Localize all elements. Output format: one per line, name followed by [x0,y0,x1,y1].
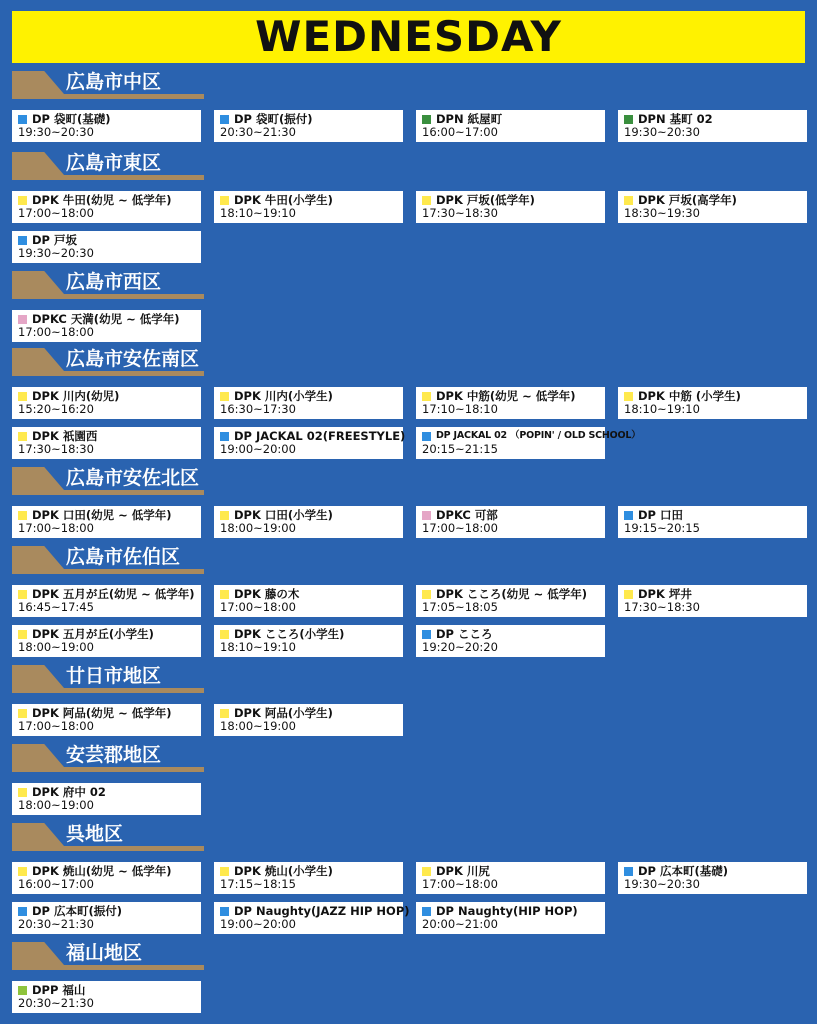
region-label: 呉地区 [66,823,124,845]
class-time: 18:00~19:00 [220,719,296,733]
class-name: DP JACKAL 02(FREESTYLE) [234,429,406,443]
class-color-marker [624,115,633,124]
region-header [12,940,204,970]
class-name: DP 袋町(振付) [234,112,313,126]
region-label: 安芸郡地区 [66,744,162,766]
class-time: 20:00~21:00 [422,917,498,931]
class-name: DPK 川内(幼児) [32,389,120,403]
class-color-marker [422,392,431,401]
class-name: DPK 口田(小学生) [234,508,333,522]
class-name: DP JACKAL 02 （POPIN' / OLD SCHOOL） [436,430,641,441]
class-time: 18:10~19:10 [624,402,700,416]
class-name: DPK 五月が丘(小学生) [32,627,154,641]
class-name: DPN 基町 02 [638,112,713,126]
class-name: DPK 川内(小学生) [234,389,333,403]
class-card [12,862,201,894]
class-time: 19:30~20:30 [624,877,700,891]
class-card [12,387,201,419]
class-name: DPK 戸坂(高学年) [638,193,737,207]
class-card [12,585,201,617]
region-label: 福山地区 [66,942,143,964]
region-tab [12,71,64,94]
class-card [416,506,605,538]
class-card [416,191,605,223]
region-tab [12,665,64,688]
class-card [618,191,807,223]
class-name: DPK 五月が丘(幼児 ~ 低学年) [32,587,195,601]
class-name: DPK こころ(幼児 ~ 低学年) [436,587,588,601]
class-card [214,427,406,459]
region-header [12,150,204,180]
class-time: 20:30~21:30 [18,996,94,1010]
class-color-marker [18,788,27,797]
class-name: DPK 牛田(幼児 ~ 低学年) [32,193,172,207]
class-color-marker [624,196,633,205]
class-card [12,704,201,736]
class-color-marker [18,709,27,718]
region-header [12,544,204,574]
class-time: 16:30~17:30 [220,402,296,416]
class-time: 16:00~17:00 [18,877,94,891]
region-label: 広島市東区 [66,152,162,174]
class-name: DP 広本町(基礎) [638,864,728,878]
class-card [214,110,403,142]
class-card [618,506,807,538]
class-name: DPK 祇園西 [32,429,98,443]
class-time: 17:30~18:30 [18,442,94,456]
class-name: DPK 戸坂(低学年) [436,193,535,207]
class-time: 17:00~18:00 [18,521,94,535]
class-color-marker [220,590,229,599]
class-time: 16:00~17:00 [422,125,498,139]
page-title: WEDNESDAY [12,11,805,63]
region-tab [12,744,64,767]
class-name: DPK 阿品(小学生) [234,706,333,720]
class-card [214,506,403,538]
class-name: DP Naughty(JAZZ HIP HOP) [234,904,410,918]
class-card [416,625,605,657]
class-time: 18:00~19:00 [220,521,296,535]
region-tab [12,348,64,371]
class-time: 17:00~18:00 [18,719,94,733]
class-name: DP 口田 [638,508,683,522]
region-tab [12,546,64,569]
region-label: 広島市西区 [66,271,162,293]
class-card [12,191,201,223]
class-card [12,981,201,1013]
class-card [214,585,403,617]
class-card [214,387,403,419]
class-color-marker [422,196,431,205]
class-card [214,862,403,894]
class-color-marker [624,511,633,520]
class-card [214,191,403,223]
class-time: 15:20~16:20 [18,402,94,416]
class-color-marker [220,630,229,639]
class-name: DPK 川尻 [436,864,490,878]
class-card [214,704,403,736]
class-time: 16:45~17:45 [18,600,94,614]
class-name: DP 袋町(基礎) [32,112,111,126]
class-card [12,310,201,342]
class-time: 18:30~19:30 [624,206,700,220]
class-color-marker [220,709,229,718]
class-color-marker [18,432,27,441]
class-time: 18:00~19:00 [18,640,94,654]
class-color-marker [220,115,229,124]
class-time: 19:30~20:30 [624,125,700,139]
class-color-marker [18,392,27,401]
class-time: 17:00~18:00 [18,325,94,339]
class-color-marker [220,392,229,401]
class-time: 17:30~18:30 [624,600,700,614]
class-name: DP Naughty(HIP HOP) [436,904,578,918]
region-header [12,69,204,99]
class-color-marker [18,630,27,639]
class-card [214,902,410,934]
class-color-marker [18,315,27,324]
class-card [618,585,807,617]
region-tab [12,942,64,965]
class-name: DPK 焼山(幼児 ~ 低学年) [32,864,172,878]
class-color-marker [422,867,431,876]
class-time: 19:30~20:30 [18,125,94,139]
class-card [12,427,201,459]
class-color-marker [18,196,27,205]
class-time: 17:00~18:00 [422,877,498,891]
class-name: DPK 焼山(小学生) [234,864,333,878]
class-color-marker [422,590,431,599]
class-time: 19:30~20:30 [18,246,94,260]
class-time: 19:15~20:15 [624,521,700,535]
class-name: DPK 藤の木 [234,587,300,601]
class-color-marker [220,867,229,876]
class-card [12,902,201,934]
class-color-marker [220,196,229,205]
region-tab [12,823,64,846]
region-tab [12,467,64,490]
class-card [618,110,807,142]
class-time: 17:05~18:05 [422,600,498,614]
class-time: 17:15~18:15 [220,877,296,891]
region-label: 広島市安佐南区 [66,348,200,370]
region-label: 広島市佐伯区 [66,546,181,568]
class-color-marker [220,511,229,520]
class-card [12,506,201,538]
class-color-marker [422,907,431,916]
class-color-marker [624,590,633,599]
region-header [12,346,204,376]
class-time: 20:15~21:15 [422,442,498,456]
class-name: DPK こころ(小学生) [234,627,345,641]
class-color-marker [18,986,27,995]
class-time: 19:20~20:20 [422,640,498,654]
class-card [416,862,605,894]
class-card [12,231,201,263]
class-time: 20:30~21:30 [220,125,296,139]
class-time: 18:10~19:10 [220,206,296,220]
region-header [12,663,204,693]
class-time: 18:10~19:10 [220,640,296,654]
class-time: 17:00~18:00 [220,600,296,614]
class-color-marker [422,511,431,520]
class-name: DPK 口田(幼児 ~ 低学年) [32,508,172,522]
region-label: 廿日市地区 [66,665,162,687]
class-color-marker [18,236,27,245]
class-color-marker [422,630,431,639]
class-name: DPKC 天満(幼児 ~ 低学年) [32,312,180,326]
class-name: DPK 中筋(幼児 ~ 低学年) [436,389,576,403]
region-tab [12,152,64,175]
class-color-marker [220,432,229,441]
class-color-marker [624,867,633,876]
class-name: DP こころ [436,627,493,641]
class-card [416,585,605,617]
class-name: DPK 牛田(小学生) [234,193,333,207]
class-name: DPK 中筋 (小学生) [638,389,741,403]
class-name: DPN 紙屋町 [436,112,503,126]
region-header [12,269,204,299]
region-header [12,742,204,772]
region-label: 広島市安佐北区 [66,467,200,489]
class-card [12,110,201,142]
class-color-marker [18,867,27,876]
class-color-marker [18,590,27,599]
class-color-marker [18,907,27,916]
region-header [12,465,204,495]
region-tab [12,271,64,294]
class-time: 17:00~18:00 [422,521,498,535]
class-name: DPP 福山 [32,983,86,997]
region-header [12,821,204,851]
class-color-marker [18,511,27,520]
class-card [416,902,605,934]
class-card [214,625,403,657]
class-time: 18:00~19:00 [18,798,94,812]
class-card [416,110,605,142]
class-color-marker [422,115,431,124]
class-time: 20:30~21:30 [18,917,94,931]
class-name: DPK 阿品(幼児 ~ 低学年) [32,706,172,720]
class-name: DP 戸坂 [32,233,77,247]
class-color-marker [422,432,431,441]
class-time: 19:00~20:00 [220,442,296,456]
class-card [618,862,807,894]
class-card [12,783,201,815]
class-name: DPK 府中 02 [32,785,106,799]
class-color-marker [220,907,229,916]
class-card [12,625,201,657]
class-color-marker [624,392,633,401]
class-time: 17:10~18:10 [422,402,498,416]
class-name: DPK 坪井 [638,587,692,601]
class-time: 17:30~18:30 [422,206,498,220]
class-card [618,387,807,419]
class-color-marker [18,115,27,124]
class-name: DPKC 可部 [436,508,498,522]
class-name: DP 広本町(振付) [32,904,122,918]
class-time: 17:00~18:00 [18,206,94,220]
class-card [416,427,641,459]
class-card [416,387,605,419]
class-time: 19:00~20:00 [220,917,296,931]
region-label: 広島市中区 [66,71,162,93]
